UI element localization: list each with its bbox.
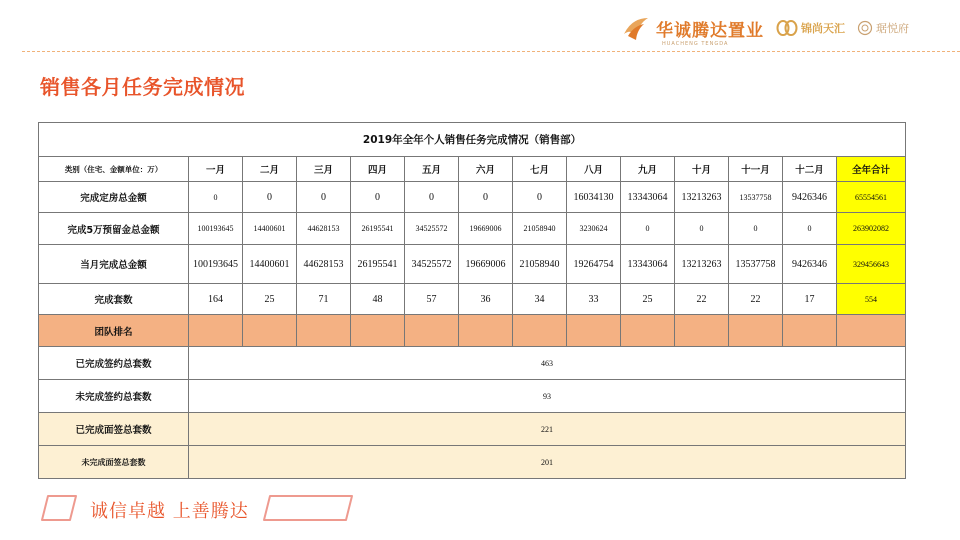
- total-cell: 554: [837, 284, 906, 315]
- month-header: 六月: [459, 157, 513, 182]
- table-cell: 100193645: [189, 245, 243, 284]
- summary-value: 201: [189, 446, 906, 479]
- table-cell: 19264754: [567, 245, 621, 284]
- brand-main-name: 华诚腾达置业: [656, 20, 764, 41]
- month-header: 四月: [351, 157, 405, 182]
- table-cell: 13213263: [675, 245, 729, 284]
- month-header: 二月: [243, 157, 297, 182]
- table-title: 2019年全年个人销售任务完成情况（销售部）: [39, 123, 906, 157]
- brand-logos: [622, 14, 909, 47]
- table-cell: 0: [513, 182, 567, 213]
- table-cell: [189, 315, 243, 347]
- right-bracket-shape-icon: [260, 494, 356, 522]
- row-label: 完成5万预留金总金额: [39, 213, 189, 245]
- circle-logo-icon: [857, 20, 873, 36]
- total-cell: 329456643: [837, 245, 906, 284]
- row-label: 已完成面签总套数: [39, 413, 189, 446]
- table-cell: [351, 315, 405, 347]
- category-header: 类别（住宅、金额单位：万）: [39, 157, 189, 182]
- row-label: 完成套数: [39, 284, 189, 315]
- total-cell: 263902082: [837, 213, 906, 245]
- table-cell: [567, 315, 621, 347]
- summary-row: [39, 446, 906, 479]
- table-cell: 26195541: [351, 213, 405, 245]
- table-cell: 13213263: [675, 182, 729, 213]
- month-header: 八月: [567, 157, 621, 182]
- month-header: 七月: [513, 157, 567, 182]
- month-header: 一月: [189, 157, 243, 182]
- table-cell: 13343064: [621, 245, 675, 284]
- table-cell: [729, 315, 783, 347]
- table-row: [39, 284, 906, 315]
- summary-row: [39, 413, 906, 446]
- table-cell: 33: [567, 284, 621, 315]
- summary-value: 463: [189, 347, 906, 380]
- table-cell: [243, 315, 297, 347]
- table-cell: 14400601: [243, 213, 297, 245]
- table-cell: 9426346: [783, 182, 837, 213]
- summary-row: [39, 347, 906, 380]
- row-label: 当月完成总金额: [39, 245, 189, 284]
- table-header-row: [39, 157, 906, 182]
- table-cell: 21058940: [513, 213, 567, 245]
- table-cell: 14400601: [243, 245, 297, 284]
- table-cell: 100193645: [189, 213, 243, 245]
- table-cell: 25: [621, 284, 675, 315]
- table-row: [39, 245, 906, 284]
- table-cell: [513, 315, 567, 347]
- table-row: [39, 213, 906, 245]
- table-cell: [837, 315, 906, 347]
- month-header: 九月: [621, 157, 675, 182]
- table-row: [39, 182, 906, 213]
- table-cell: 0: [297, 182, 351, 213]
- table-cell: 0: [405, 182, 459, 213]
- table-cell: 0: [621, 213, 675, 245]
- row-label: 已完成签约总套数: [39, 347, 189, 380]
- left-bracket-shape-icon: [38, 494, 80, 522]
- month-header: 十二月: [783, 157, 837, 182]
- table-cell: 0: [459, 182, 513, 213]
- table-cell: 13537758: [729, 182, 783, 213]
- total-cell: 65554561: [837, 182, 906, 213]
- table-cell: 13343064: [621, 182, 675, 213]
- header-divider: [22, 51, 960, 52]
- table-cell: 44628153: [297, 245, 351, 284]
- wing-logo-icon: [622, 14, 650, 42]
- summary-value: 93: [189, 380, 906, 413]
- table-cell: 22: [729, 284, 783, 315]
- table-cell: 13537758: [729, 245, 783, 284]
- team-rank-row: [39, 315, 906, 347]
- summary-row: [39, 380, 906, 413]
- table-cell: 0: [243, 182, 297, 213]
- table-cell: 25: [243, 284, 297, 315]
- table-cell: 164: [189, 284, 243, 315]
- table-cell: 21058940: [513, 245, 567, 284]
- table-cell: 0: [729, 213, 783, 245]
- table-cell: 16034130: [567, 182, 621, 213]
- row-label: 未完成面签总套数: [39, 446, 189, 479]
- row-label: 未完成签约总套数: [39, 380, 189, 413]
- table-cell: 57: [405, 284, 459, 315]
- slogan-text: 诚信卓越 上善腾达: [90, 501, 249, 522]
- brand-two-name: 锦尚天汇: [801, 22, 845, 35]
- summary-value: 221: [189, 413, 906, 446]
- table-cell: [297, 315, 351, 347]
- brand-two-logo: [776, 19, 845, 37]
- page-title: 销售各月任务完成情况: [40, 75, 245, 99]
- table-cell: [459, 315, 513, 347]
- brand-sub-name: HUACHENG TENGDA: [662, 41, 729, 47]
- table-cell: 22: [675, 284, 729, 315]
- table-cell: 26195541: [351, 245, 405, 284]
- table-cell: 0: [675, 213, 729, 245]
- table-cell: 71: [297, 284, 351, 315]
- brand-three-logo: [857, 20, 909, 36]
- footer-slogan: [38, 494, 368, 524]
- table-cell: 36: [459, 284, 513, 315]
- table-cell: 0: [351, 182, 405, 213]
- sales-table: [38, 122, 906, 479]
- table-cell: 19669006: [459, 213, 513, 245]
- brand-three-name: 琚悦府: [876, 22, 909, 35]
- ring-logo-icon: [776, 19, 798, 37]
- month-header: 五月: [405, 157, 459, 182]
- table-cell: 0: [783, 213, 837, 245]
- month-header: 三月: [297, 157, 351, 182]
- row-label: 完成定房总金额: [39, 182, 189, 213]
- table-cell: 34525572: [405, 213, 459, 245]
- table-cell: 9426346: [783, 245, 837, 284]
- table-cell: 19669006: [459, 245, 513, 284]
- month-header: 十一月: [729, 157, 783, 182]
- table-cell: [675, 315, 729, 347]
- row-label: 团队排名: [39, 315, 189, 347]
- table-cell: 3230624: [567, 213, 621, 245]
- table-cell: 44628153: [297, 213, 351, 245]
- table-cell: 17: [783, 284, 837, 315]
- month-header: 十月: [675, 157, 729, 182]
- table-cell: [621, 315, 675, 347]
- table-cell: [405, 315, 459, 347]
- table-cell: 0: [189, 182, 243, 213]
- table-cell: 34: [513, 284, 567, 315]
- brand-main-logo: [622, 14, 764, 47]
- table-cell: 34525572: [405, 245, 459, 284]
- total-header: 全年合计: [837, 157, 906, 182]
- table-cell: [783, 315, 837, 347]
- table-cell: 48: [351, 284, 405, 315]
